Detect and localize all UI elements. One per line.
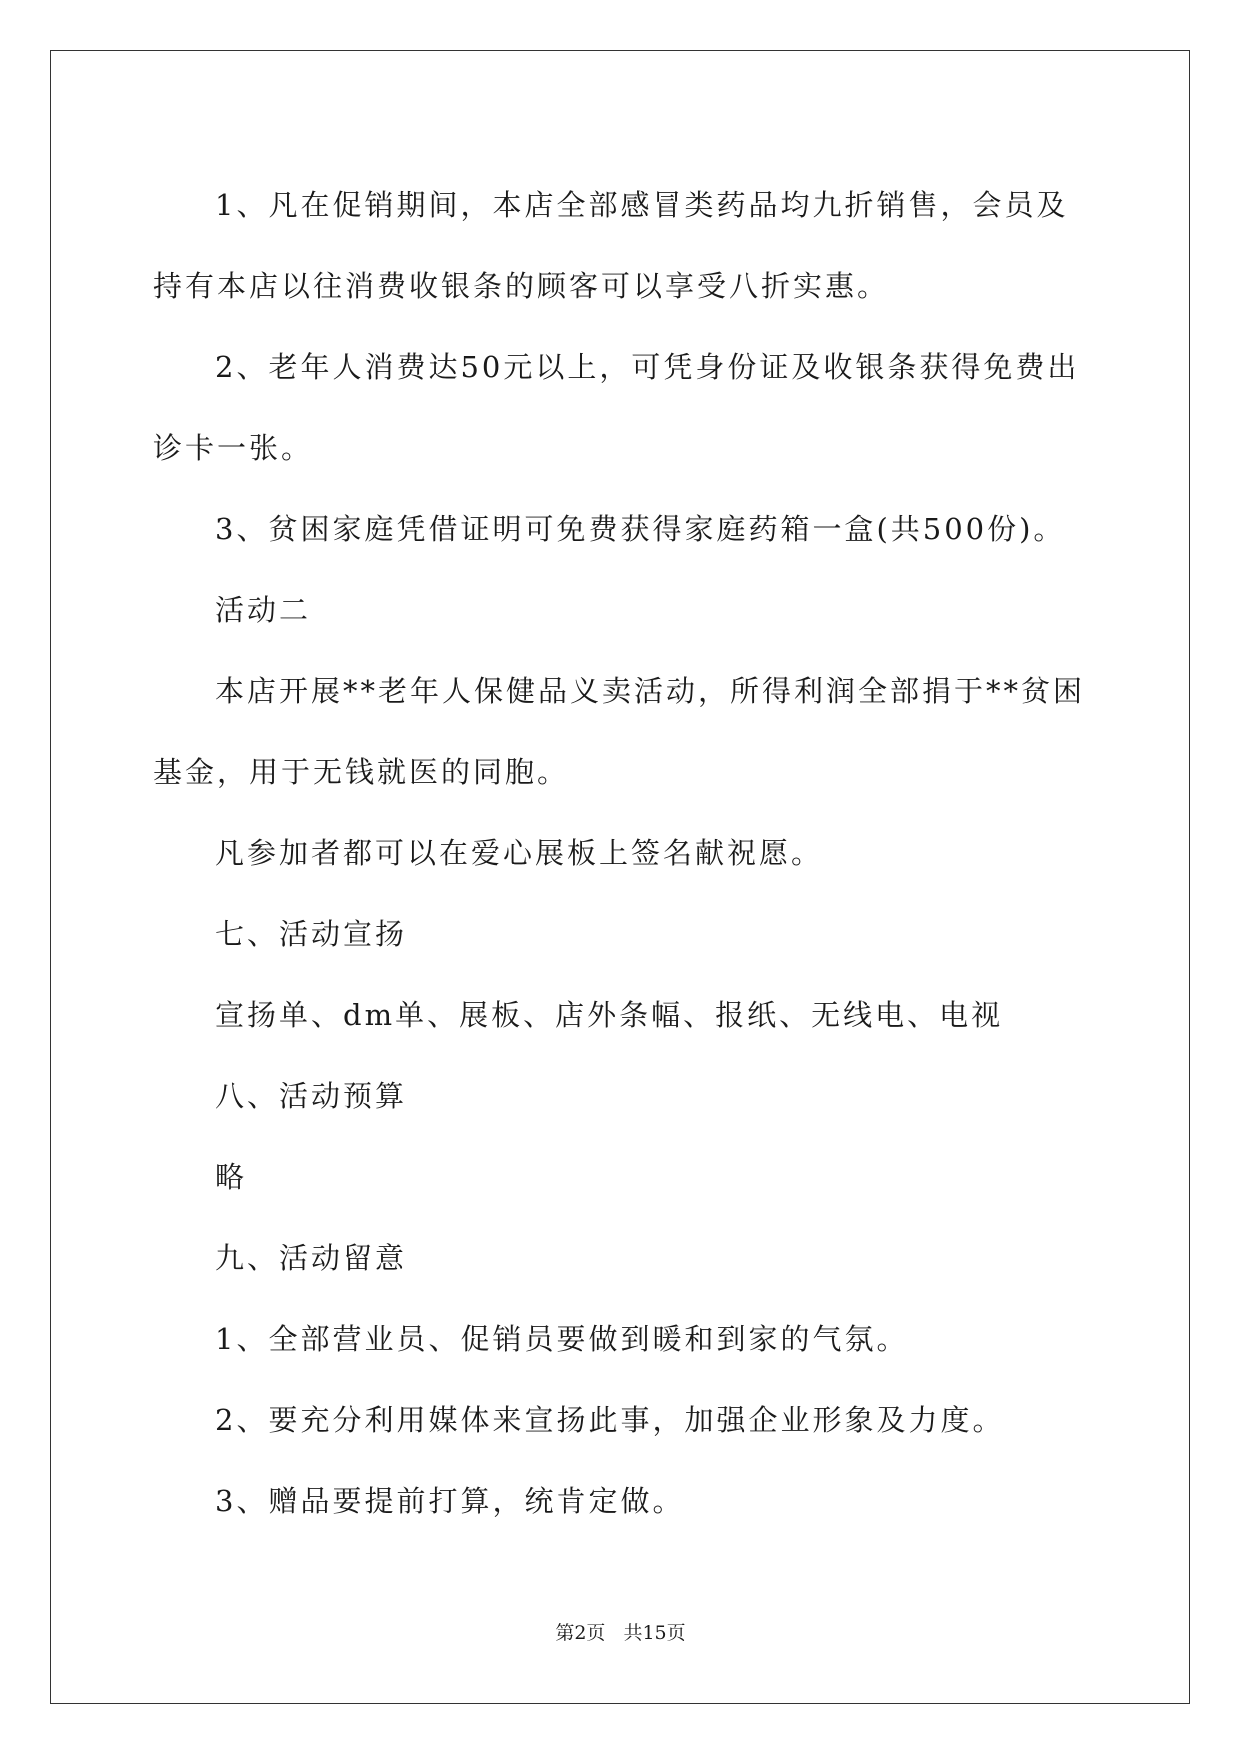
- paragraph: 1、凡在促销期间，本店全部感冒类药品均九折销售，会员及持有本店以往消费收银条的顾客可以享受八折实惠。: [153, 188, 1069, 303]
- paragraph: 2、老年人消费达50元以上，可凭身份证及收银条获得免费出诊卡一张。: [153, 350, 1080, 465]
- paragraph: 2、要充分利用媒体来宣扬此事，加强企业形象及力度。: [215, 1403, 1005, 1437]
- page-footer: [0, 1618, 1241, 1645]
- paragraph: 本店开展**老年人保健品义卖活动，所得利润全部捐于**贫困基金，用于无钱就医的同胞。: [153, 674, 1086, 789]
- paragraph: 略: [215, 1160, 248, 1194]
- paragraph: 1、全部营业员、促销员要做到暖和到家的气氛。: [215, 1322, 909, 1356]
- paragraph: 宣扬单、dm单、展板、店外条幅、报纸、无线电、电视: [215, 998, 1004, 1032]
- section-heading: 九、活动留意: [215, 1241, 408, 1275]
- section-heading: 八、活动预算: [215, 1079, 408, 1113]
- page-total: 共15页: [623, 1622, 686, 1644]
- page-number: 第2页: [555, 1622, 606, 1644]
- section-heading: 活动二: [215, 593, 312, 627]
- paragraph: 凡参加者都可以在爱心展板上签名献祝愿。: [215, 836, 824, 870]
- document-body: [153, 165, 1093, 1542]
- section-heading: 七、活动宣扬: [215, 917, 408, 951]
- paragraph: 3、贫困家庭凭借证明可免费获得家庭药箱一盒(共500份)。: [215, 512, 1066, 546]
- paragraph: 3、赠品要提前打算，统肯定做。: [215, 1484, 685, 1518]
